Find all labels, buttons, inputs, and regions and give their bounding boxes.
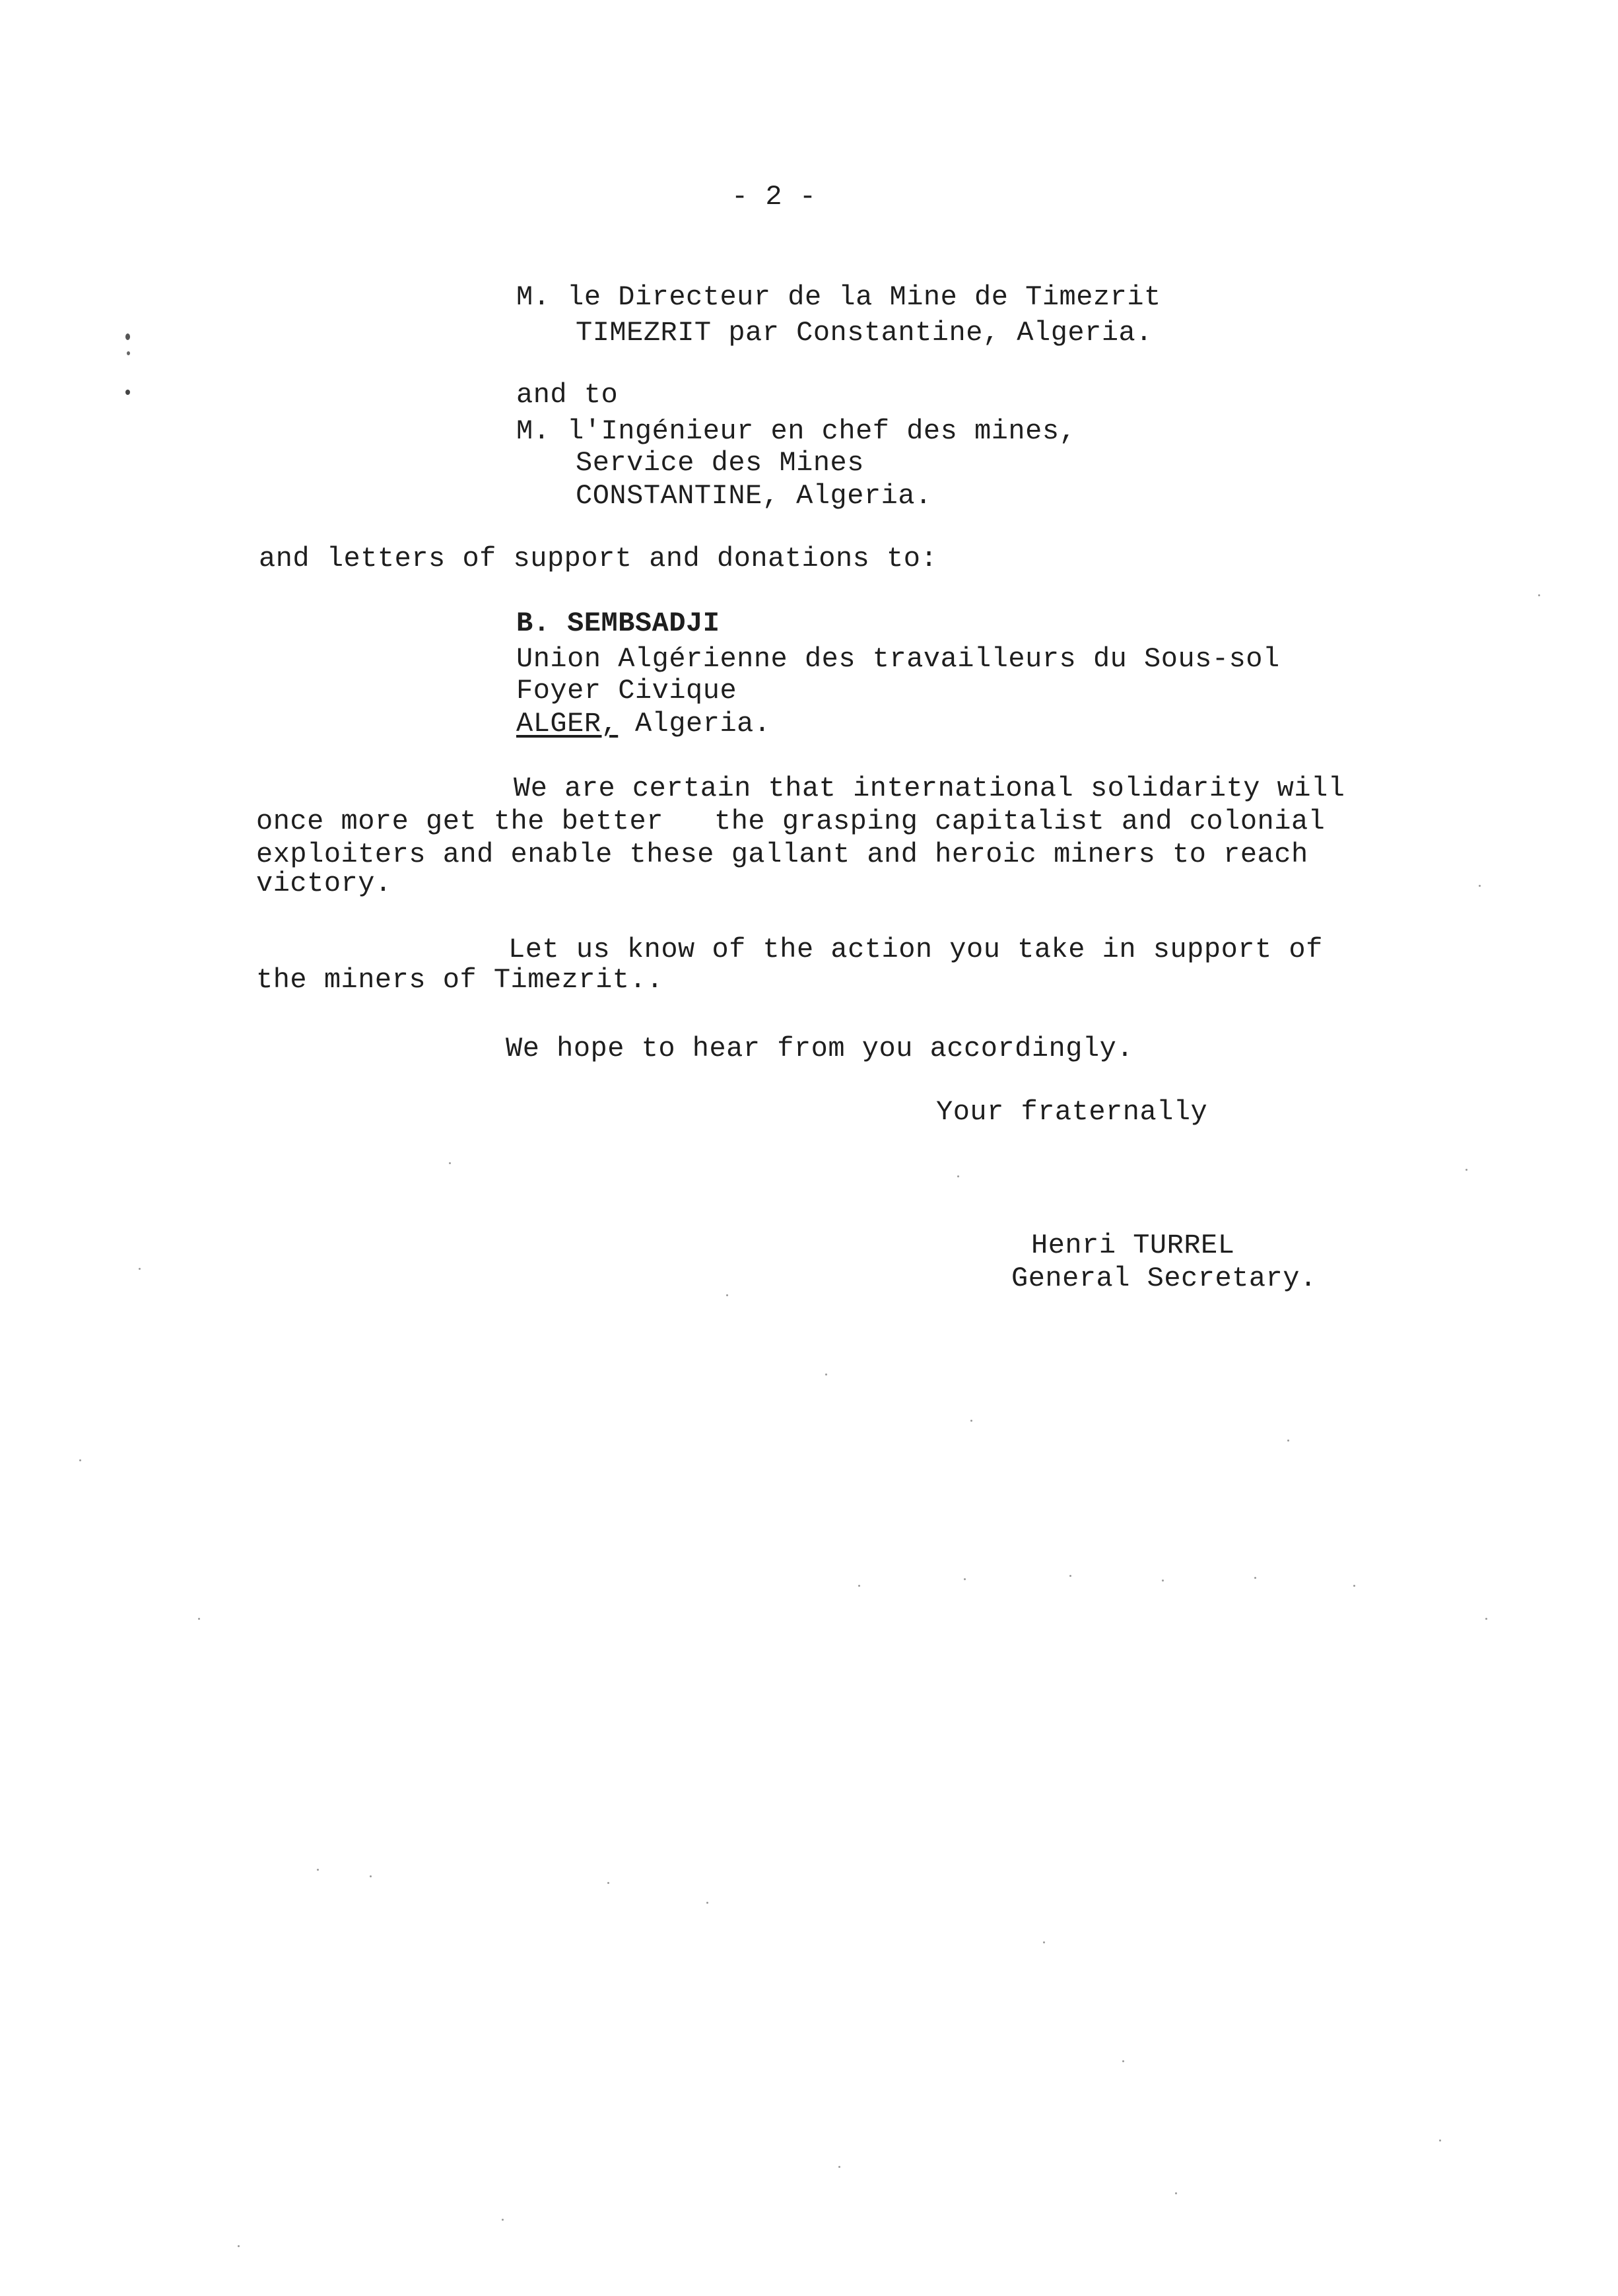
recipient-1-line-2: TIMEZRIT par Constantine, Algeria. [576, 317, 1153, 349]
page-number: - 2 - [731, 181, 817, 213]
closing: Your fraternally [936, 1096, 1208, 1128]
paragraph-2-line-1: Let us know of the action you take in support of [508, 934, 1323, 965]
recipient-2-line-1: M. l'Ingénieur en chef des mines, [516, 415, 1077, 447]
support-country: Algeria. [618, 708, 771, 740]
signatory-name: Henri TURREL [1031, 1230, 1235, 1261]
support-intro: and letters of support and donations to: [259, 543, 938, 574]
paragraph-1-line-3: exploiters and enable these gallant and heroic miners to reach [256, 839, 1308, 870]
support-place: Foyer Civique [516, 675, 737, 707]
recipient-2-line-3: CONSTANTINE, Algeria. [576, 480, 932, 512]
support-city-line [516, 707, 771, 741]
paragraph-1-line-2: once more get the better the grasping capitalist and colonial [256, 806, 1326, 837]
signatory-title: General Secretary. [1011, 1263, 1317, 1294]
support-organisation: Union Algérienne des travailleurs du Sous-sol [516, 643, 1280, 675]
paragraph-1-line-1: We are certain that international solidarity will [514, 773, 1345, 804]
recipient-1-line-1: M. le Directeur de la Mine de Timezrit [516, 281, 1161, 313]
recipient-2-line-2: Service des Mines [576, 447, 864, 479]
paragraph-1-line-4: victory. [256, 868, 392, 899]
support-city: ALGER, [516, 708, 619, 740]
paragraph-2-line-2: the miners of Timezrit.. [256, 964, 663, 996]
paragraph-3: We hope to hear from you accordingly. [506, 1033, 1134, 1064]
address-connector: and to [516, 379, 619, 411]
support-name: B. SEMBSADJI [516, 608, 720, 639]
